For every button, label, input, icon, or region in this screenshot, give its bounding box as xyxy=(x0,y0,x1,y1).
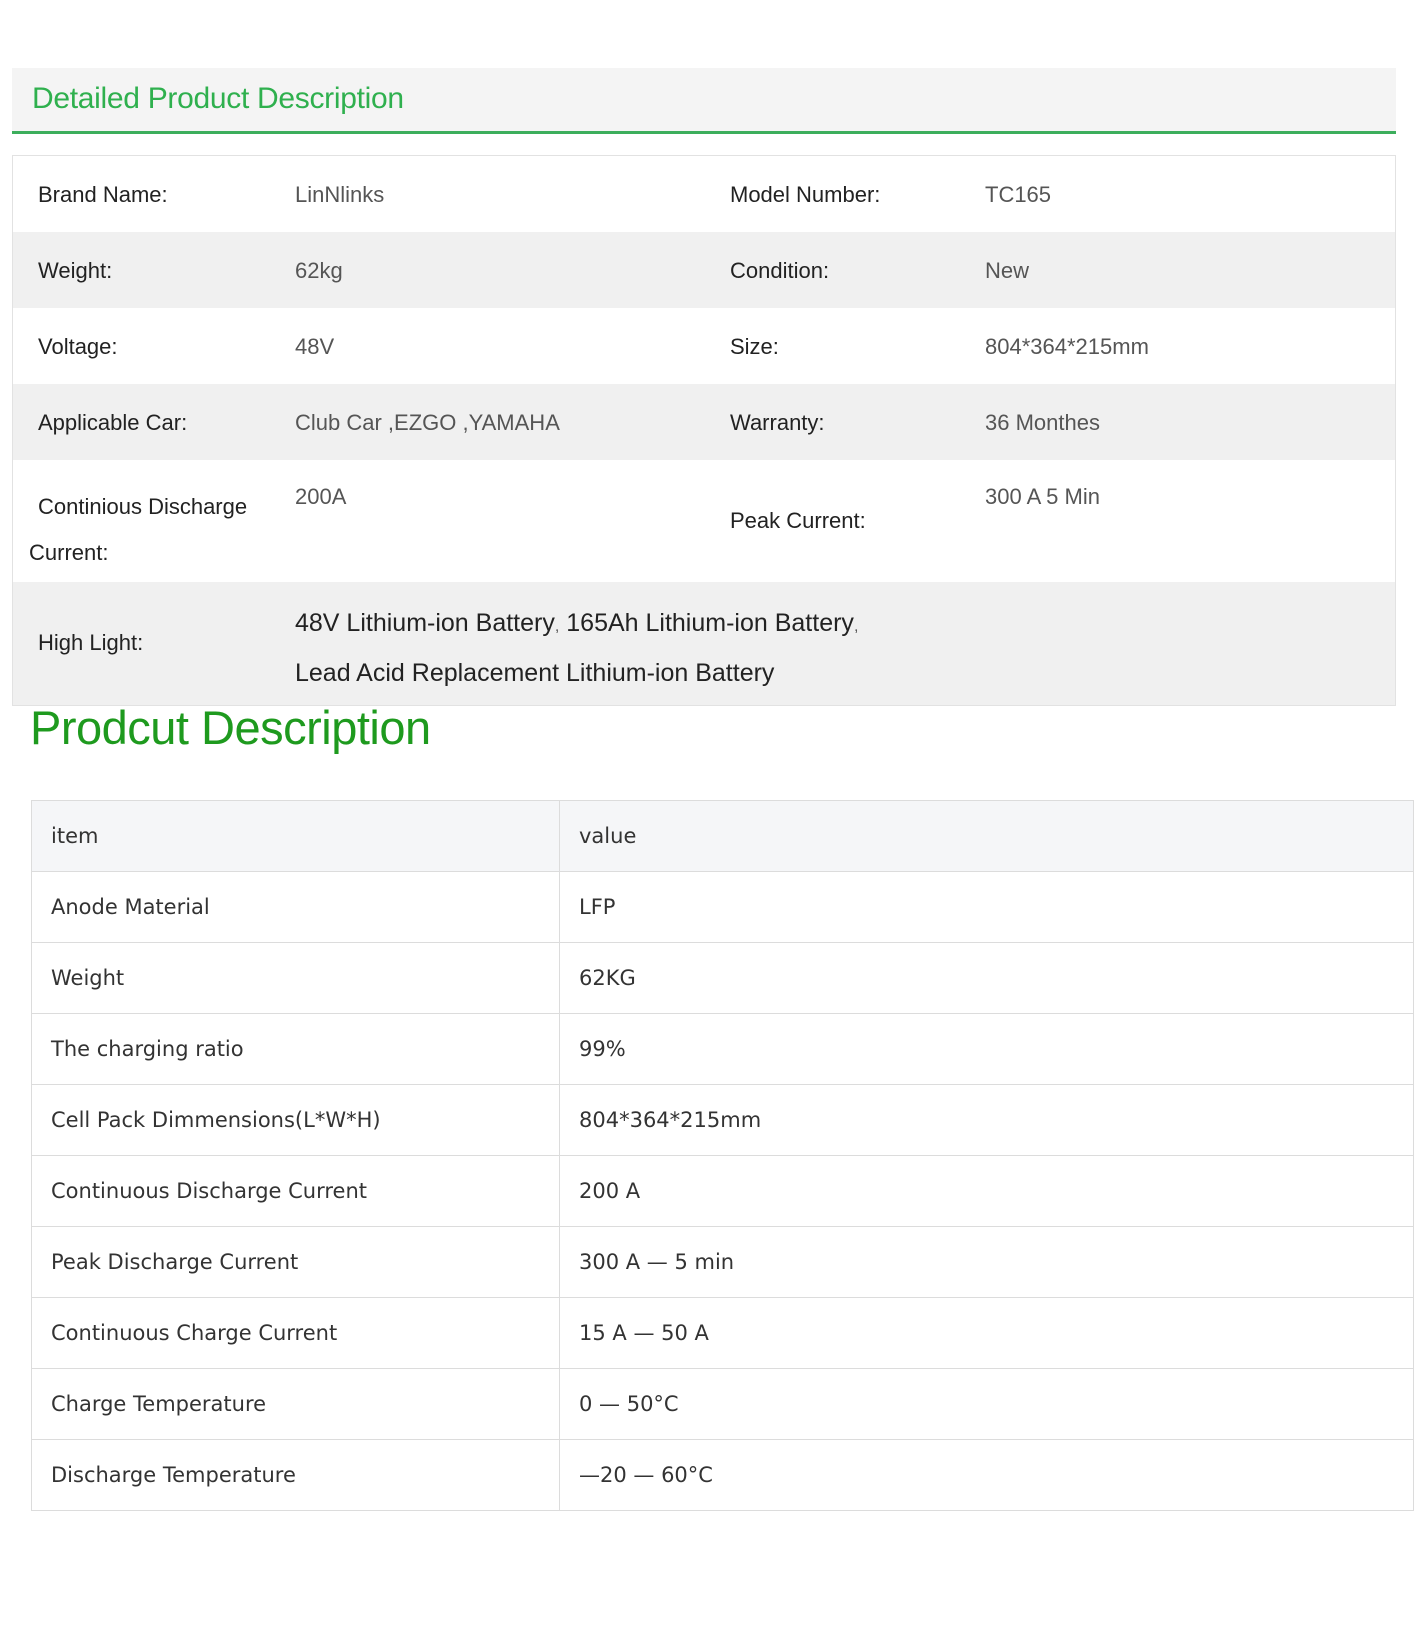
row-value: 300 A — 5 min xyxy=(560,1227,1414,1298)
size-value: 804*364*215mm xyxy=(985,334,1149,359)
table-row xyxy=(32,872,1414,943)
continuous-discharge-value: 200A xyxy=(295,484,347,509)
table-row xyxy=(32,1227,1414,1298)
spec-table xyxy=(12,155,1396,706)
table-row xyxy=(32,1085,1414,1156)
weight-label: Weight: xyxy=(38,258,113,283)
row-item: Anode Material xyxy=(32,872,560,943)
row-item: Discharge Temperature xyxy=(32,1440,560,1511)
row-value: 0 — 50°C xyxy=(560,1369,1414,1440)
spec-row xyxy=(13,156,1395,232)
spec-row xyxy=(13,460,1395,582)
table-row xyxy=(32,1440,1414,1511)
table-row xyxy=(32,1014,1414,1085)
highlight-row xyxy=(13,582,1395,705)
brand-name-label: Brand Name: xyxy=(38,182,168,207)
row-value: 99% xyxy=(560,1014,1414,1085)
highlight-separator: , xyxy=(853,618,859,635)
size-label: Size: xyxy=(730,334,779,359)
peak-current-value: 300 A 5 Min xyxy=(985,484,1100,509)
highlight-label: High Light: xyxy=(38,630,144,655)
peak-current-label: Peak Current: xyxy=(730,508,866,533)
row-item: Continuous Discharge Current xyxy=(32,1156,560,1227)
row-value: 200 A xyxy=(560,1156,1414,1227)
highlight-item: 48V Lithium-ion Battery xyxy=(295,609,555,637)
spec-row xyxy=(13,384,1395,460)
model-number-label: Model Number: xyxy=(730,182,881,207)
table-row xyxy=(32,1369,1414,1440)
row-item: Cell Pack Dimmensions(L*W*H) xyxy=(32,1085,560,1156)
spec-row xyxy=(13,308,1395,384)
weight-value: 62kg xyxy=(295,258,343,283)
detail-section-title: Detailed Product Description xyxy=(32,82,404,115)
table-row xyxy=(32,943,1414,1014)
brand-name-value: LinNlinks xyxy=(295,182,385,207)
product-spec-table xyxy=(31,800,1414,1511)
row-item: Peak Discharge Current xyxy=(32,1227,560,1298)
warranty-value: 36 Monthes xyxy=(985,410,1100,435)
condition-value: New xyxy=(985,258,1030,283)
voltage-value: 48V xyxy=(295,334,335,359)
continuous-discharge-label-line2: Current: xyxy=(29,540,109,565)
warranty-label: Warranty: xyxy=(730,410,825,435)
row-value: 15 A — 50 A xyxy=(560,1298,1414,1369)
row-value: 804*364*215mm xyxy=(560,1085,1414,1156)
continuous-discharge-label xyxy=(29,484,288,576)
applicable-car-label: Applicable Car: xyxy=(38,410,188,435)
detail-section-header xyxy=(12,68,1396,134)
condition-label: Condition: xyxy=(730,258,830,283)
highlight-values xyxy=(295,600,858,696)
row-value: 62KG xyxy=(560,943,1414,1014)
highlight-separator: , xyxy=(554,618,560,635)
highlight-item: Lead Acid Replacement Lithium-ion Battery xyxy=(295,659,775,687)
table-row xyxy=(32,1298,1414,1369)
row-value: LFP xyxy=(560,872,1414,943)
row-item: Charge Temperature xyxy=(32,1369,560,1440)
spec-row xyxy=(13,232,1395,308)
model-number-value: TC165 xyxy=(985,182,1052,207)
product-description-title: Prodcut Description xyxy=(30,701,431,754)
header-value: value xyxy=(560,801,1414,872)
applicable-car-value: Club Car ,EZGO ,YAMAHA xyxy=(295,410,560,435)
highlight-item: 165Ah Lithium-ion Battery xyxy=(566,609,854,637)
row-item: The charging ratio xyxy=(32,1014,560,1085)
header-item: item xyxy=(32,801,560,872)
row-item: Weight xyxy=(32,943,560,1014)
continuous-discharge-label-line1: Continious Discharge xyxy=(38,494,248,519)
row-item: Continuous Charge Current xyxy=(32,1298,560,1369)
table-row xyxy=(32,1156,1414,1227)
row-value: —20 — 60°C xyxy=(560,1440,1414,1511)
table-header-row xyxy=(32,801,1414,872)
voltage-label: Voltage: xyxy=(38,334,118,359)
